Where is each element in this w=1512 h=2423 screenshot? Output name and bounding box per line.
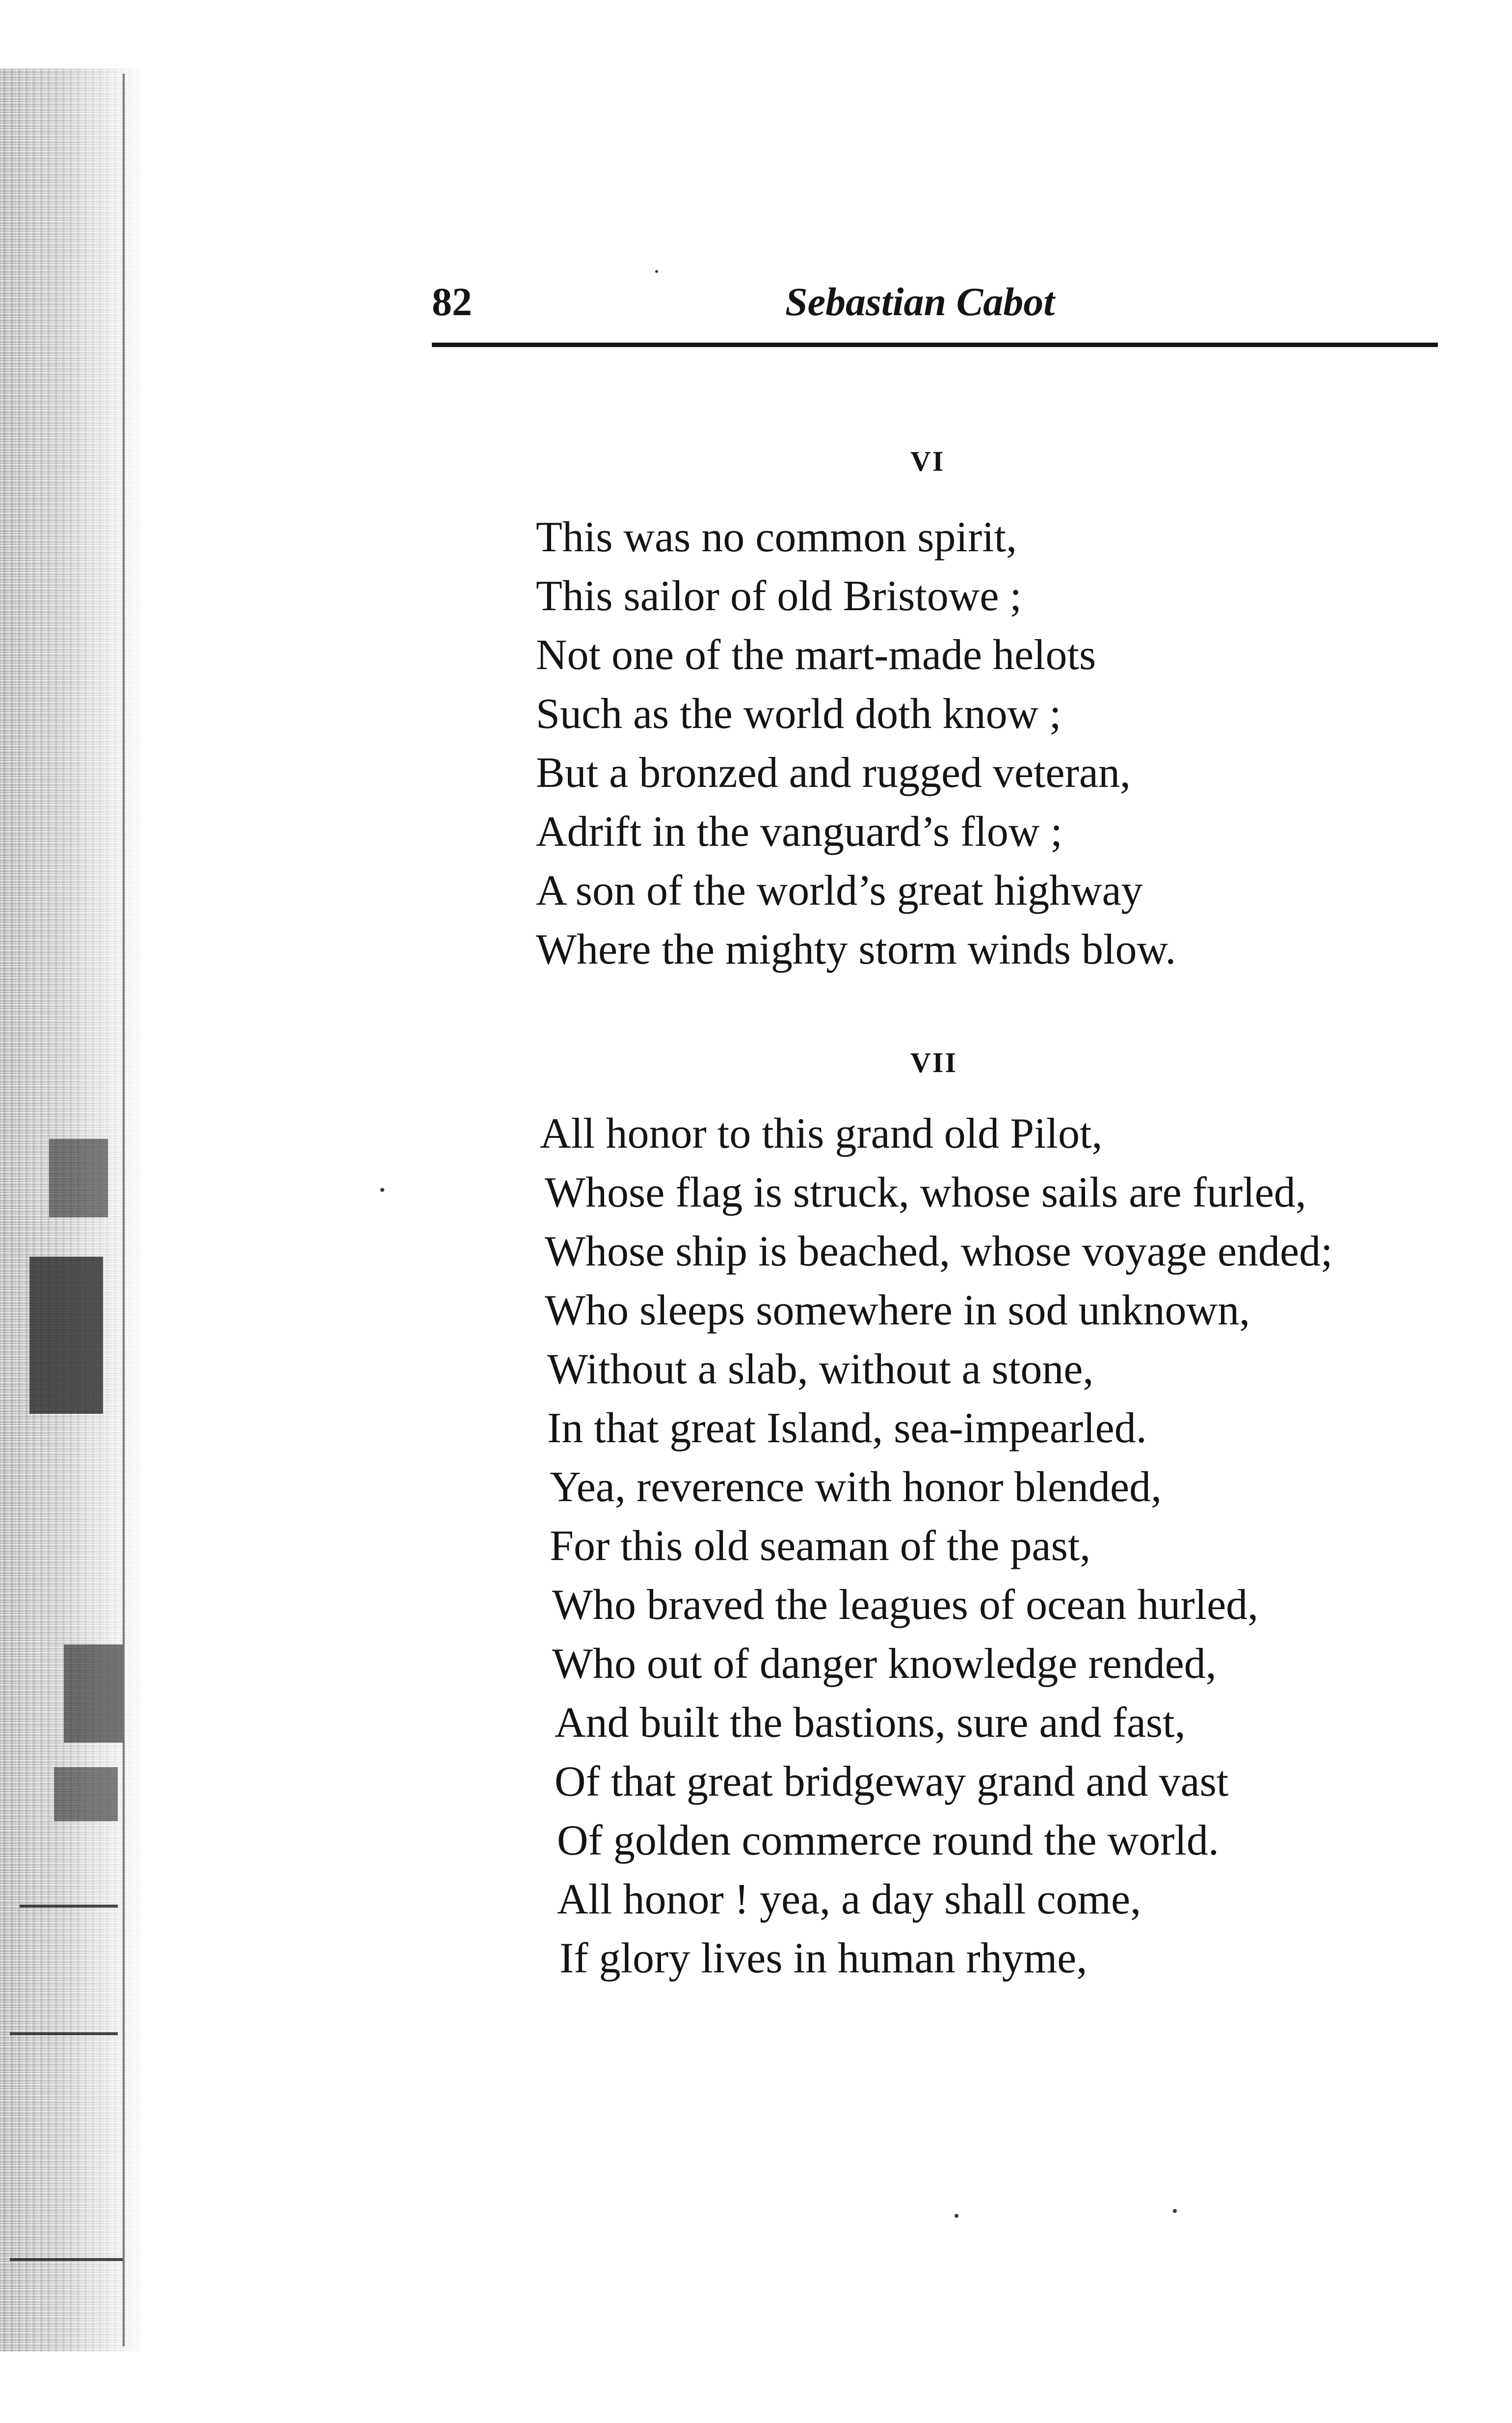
verse-line: Not one of the mart-made helots: [536, 631, 1096, 679]
verse-line: Without a slab, without a stone,: [547, 1346, 1094, 1393]
verse-line: Where the mighty storm winds blow.: [536, 926, 1176, 973]
gutter-smudge: [29, 1257, 103, 1414]
verse-line: Adrift in the vanguard’s flow ;: [536, 808, 1062, 856]
verse-line: All honor ! yea, a day shall come,: [557, 1876, 1141, 1923]
verse-line: Yea, reverence with honor blended,: [550, 1463, 1162, 1511]
verse-line: Who braved the leagues of ocean hurled,: [552, 1581, 1259, 1629]
verse-line: If glory lives in human rhyme,: [559, 1935, 1088, 1982]
gutter-smudge: [10, 2032, 118, 2035]
verse-line: All honor to this grand old Pilot,: [540, 1110, 1103, 1158]
page-number: 82: [432, 279, 472, 324]
print-speck: [655, 270, 658, 273]
gutter-smudge: [49, 1139, 108, 1217]
page-header: [432, 275, 1438, 329]
running-title: Sebastian Cabot: [785, 279, 1055, 324]
verse-line: In that great Island, sea-impearled.: [547, 1404, 1147, 1452]
verse-line: Who out of danger knowledge rended,: [552, 1640, 1217, 1688]
verse-line: But a bronzed and rugged veteran,: [536, 749, 1131, 797]
verse-line: And built the bastions, sure and fast,: [555, 1699, 1186, 1747]
gutter-smudge: [10, 2258, 123, 2261]
verse-line: Who sleeps somewhere in sod unknown,: [545, 1287, 1250, 1334]
verse-line: For this old seaman of the past,: [550, 1522, 1091, 1570]
verse-line: Whose ship is beached, whose voyage ended;: [545, 1228, 1333, 1275]
verse-line: A son of the world’s great highway: [536, 867, 1143, 915]
stanza-numeral: VI: [910, 445, 945, 477]
gutter-smudge: [20, 1905, 118, 1908]
verse-line: This sailor of old Bristowe ;: [536, 572, 1022, 620]
print-speck: [380, 1188, 384, 1192]
gutter-smudge: [54, 1767, 118, 1821]
verse-line: Whose flag is struck, whose sails are furled,: [545, 1169, 1306, 1216]
stanza-numeral: VII: [910, 1047, 958, 1078]
verse-line: Of that great bridgeway grand and vast: [555, 1758, 1229, 1805]
gutter-smudge: [64, 1644, 123, 1743]
verse-line: Such as the world doth know ;: [536, 690, 1061, 738]
gutter-edge-line: [123, 74, 125, 2346]
print-speck: [955, 2214, 958, 2218]
verse-line: Of golden commerce round the world.: [557, 1817, 1219, 1864]
header-rule: [432, 343, 1438, 347]
print-speck: [1173, 2209, 1177, 2213]
verse-line: This was no common spirit,: [536, 513, 1017, 561]
